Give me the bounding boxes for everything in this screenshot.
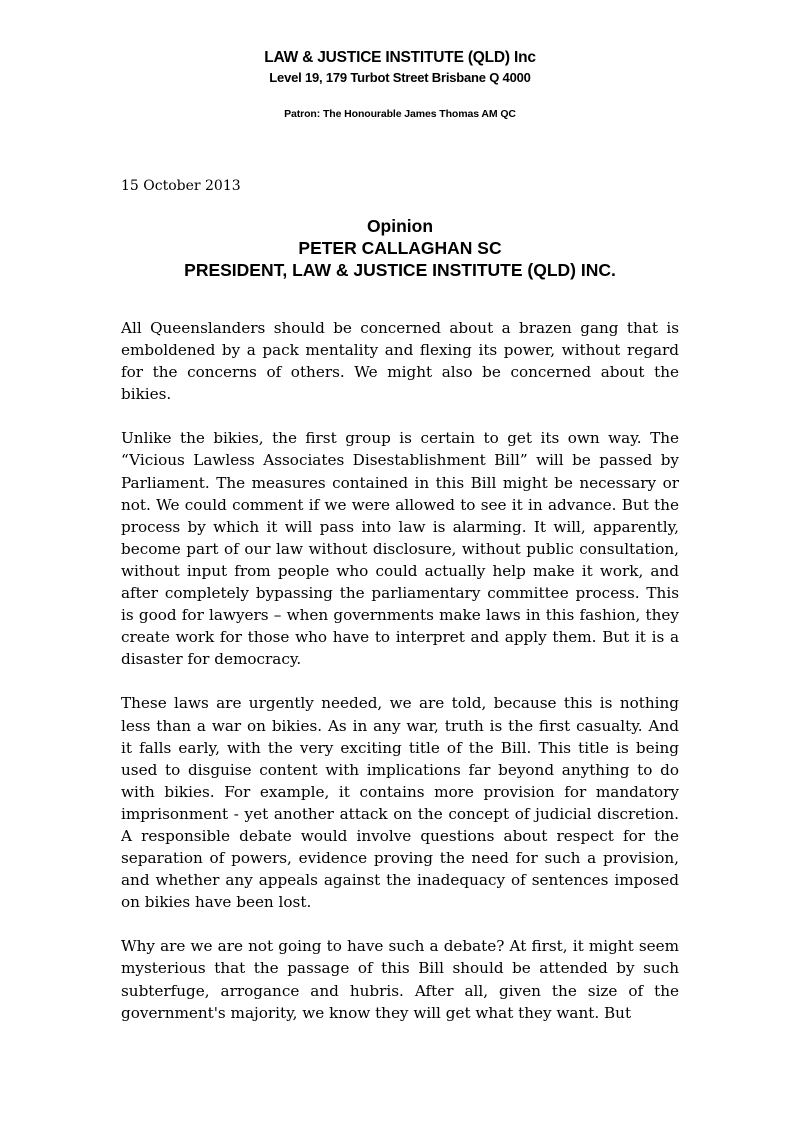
organisation-address: Level 19, 179 Turbot Street Brisbane Q 4000 <box>269 70 531 85</box>
heading-opinion: Opinion <box>366 216 434 236</box>
paragraph: These laws are urgently needed, we are told, because this is nothing less than a war on bikies. As in any war, truth is the first casualty. And it falls early, with the very exciting title of the Bill. This title is being used to disguise content with implications far beyond anything to do with bikies. For example, it contains more provision for mandatory imprisonment - yet another attack on the concept of judicial discretion. A responsible debate would involve questions about respect for the separation of powers, evidence proving the need for such a provision, and whether any appeals against the inadequacy of sentences imposed on bikies have been lost. <box>121 694 679 912</box>
paragraph: Why are we are not going to have such a debate? At first, it might seem mysterious that the passage of this Bill should be attended by such subterfuge, arrogance and hubris. After all, given the size of the government's majority, we know they will get what they want. But <box>121 937 679 1022</box>
heading-author-title: PRESIDENT, LAW & JUSTICE INSTITUTE (QLD) INC. <box>184 260 616 280</box>
patron-line: Patron: The Honourable James Thomas AM QC <box>284 108 516 120</box>
paragraph: All Queenslanders should be concerned about a brazen gang that is emboldened by a pack mentality and flexing its power, without regard for the concerns of others. We might also be concerned about the bikies. <box>121 319 679 404</box>
body-text <box>121 317 679 1046</box>
organisation-name: LAW & JUSTICE INSTITUTE (QLD) Inc <box>264 49 536 66</box>
paragraph: Unlike the bikies, the first group is certain to get its own way. The “Vicious Lawless Associates Disestablishment Bill” will be passed by Parliament. The measures contained in this Bill might be necessary or not. We could comment if we were allowed to see it in advance. But the process by which it will pass into law is alarming. It will, apparently, become part of our law without disclosure, without public consultation, without input from people who could actually help make it work, and after completely bypassing the parliamentary committee process. This is good for lawyers – when governments make laws in this fashion, they create work for those who have to interpret and apply them. But it is a disaster for democracy. <box>121 429 679 669</box>
document-date: 15 October 2013 <box>121 178 241 194</box>
heading-author: PETER CALLAGHAN SC <box>298 238 502 258</box>
